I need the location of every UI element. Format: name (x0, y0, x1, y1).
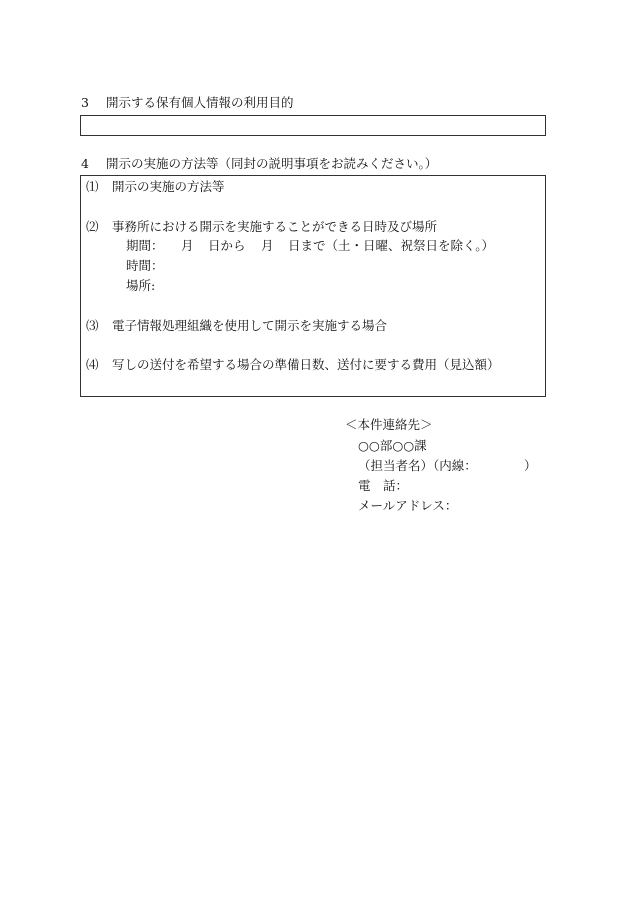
item1-text: 開示の実施の方法等 (112, 179, 225, 194)
contact-person-close: ） (524, 458, 537, 473)
period-label: 期間： (126, 238, 164, 253)
period-month-1: 月 (181, 238, 194, 253)
item2-text: 事務所における開示を実施することができる日時及び場所 (112, 219, 438, 234)
item3-text: 電子情報処理組織を使用して開示を実施する場合 (112, 318, 388, 333)
contact-department: ○○部○○課 (358, 438, 427, 453)
contact-heading: ＜本件連絡先＞ (345, 417, 433, 432)
place-label: 場所: (126, 278, 156, 293)
contact-email-label: メールアドレス： (358, 498, 458, 513)
time-label: 時間： (126, 258, 164, 273)
item4-text: 写しの送付を希望する場合の準備日数、送付に要する費用（見込額） (112, 357, 500, 372)
section3-number: 3 (81, 95, 89, 110)
contact-phone-label: 電 話： (358, 478, 409, 493)
section3-title: 開示する保有個人情報の利用目的 (106, 95, 294, 110)
section4-title: 開示の実施の方法等（同封の説明事項をお読みください。） (106, 156, 438, 171)
period-month-2: 月 (261, 238, 274, 253)
period-day-from: 日から (208, 238, 246, 253)
item2-marker: ⑵ (86, 219, 99, 234)
item4-marker: ⑷ (86, 357, 99, 372)
item3-marker: ⑶ (86, 318, 99, 333)
period-day-to: 日まで（土・日曜、祝祭日を除く。） (288, 238, 495, 253)
section4-number: 4 (81, 156, 89, 171)
contact-person-line: （担当者名）（内線： (358, 458, 477, 473)
section3-purpose-box[interactable] (80, 115, 546, 136)
item1-marker: ⑴ (86, 179, 99, 194)
